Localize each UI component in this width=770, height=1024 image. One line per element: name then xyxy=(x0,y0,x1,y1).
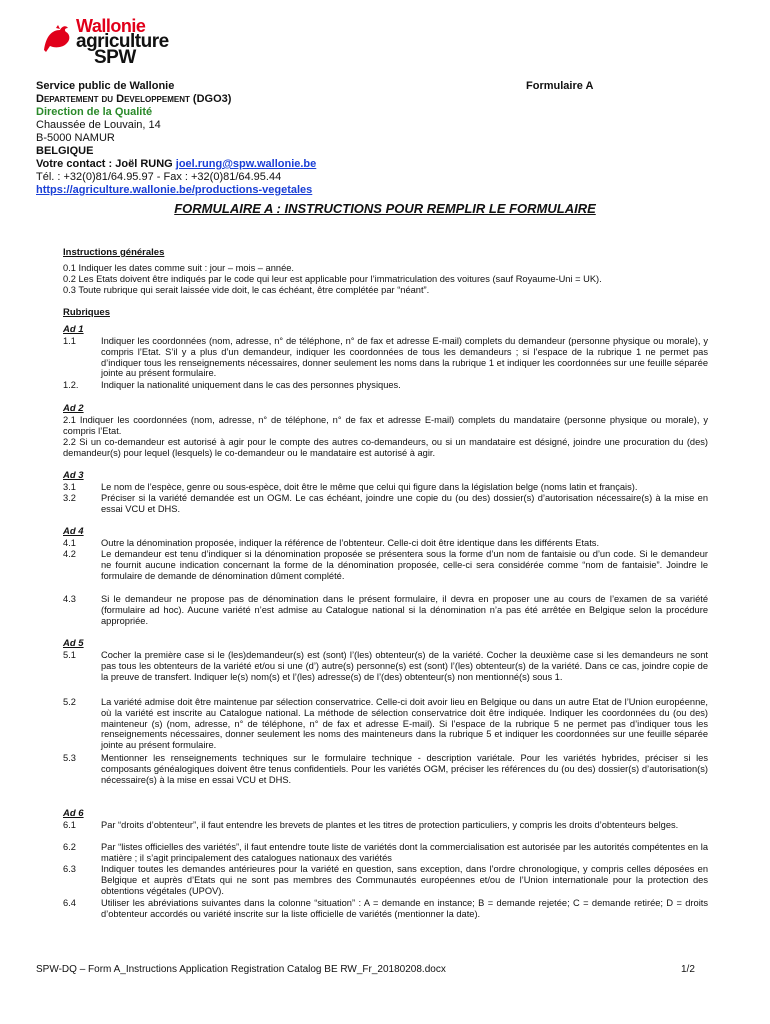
ad4-num-3: 4.3 xyxy=(63,594,76,604)
ad1-num-1: 1.1 xyxy=(63,336,76,346)
logo-line-3: SPW xyxy=(94,47,136,68)
list-item: 0.2 Les Etats doivent être indiqués par le code qui leur est applicable pour l’immatriculation des voitures (sauf Royaume-Uni = UK). xyxy=(63,274,602,284)
contact-label: Votre contact : Joël RUNG xyxy=(36,158,176,170)
wallonie-logo xyxy=(40,18,180,78)
phone-fax: Tél. : +32(0)81/64.95.97 - Fax : +32(0)81/64.95.44 xyxy=(36,171,282,183)
ad6-text-4: Utiliser les abréviations suivantes dans la colonne “situation” : A = demande en instance; B = demande rejetée; C = demande retirée; D = droits d’obtenteur accordés ou variété inscrite sur la liste officielle de variétés (mentionner la date). xyxy=(101,898,708,919)
ad4-text-2: Le demandeur est tenu d’indiquer si la dénomination proposée se présentera sous la forme d’un nom de fantaisie ou d’un code. Si le demandeur ne fournit aucune indication concernant la forme de la dénomination proposée, celle-ci sera considérée comme “nom de fantaisie”. Joindre le formulaire de demande de dénomination dûment complété. xyxy=(101,549,708,581)
list-item: 0.1 Indiquer les dates comme suit : jour – mois – année. xyxy=(63,263,294,273)
ad3-text-2: Préciser si la variété demandée est un OGM. Le cas échéant, joindre une copie du (ou des) dossier(s) d’autorisation nécessaire(s) à la mise en essai VCU et DHS. xyxy=(101,493,708,514)
website-link[interactable]: https://agriculture.wallonie.be/productions-vegetales xyxy=(36,184,313,196)
logo-line-1: Wallonie xyxy=(76,16,146,36)
list-item: 0.3 Toute rubrique qui serait laissée vide doit, le cas échéant, être complétée par “néant”. xyxy=(63,285,430,295)
direction: Direction de la Qualité xyxy=(36,106,153,118)
ad5-num-3: 5.3 xyxy=(63,753,76,763)
logo-line-2: agriculture xyxy=(76,31,169,52)
form-label: Formulaire A xyxy=(526,80,594,92)
ad4-heading: Ad 4 xyxy=(63,526,84,537)
ad6-text-1: Par “droits d’obtenteur”, il faut entendre les brevets de plantes et les titres de protection particuliers, y compris les droits d’obtenteurs belges. xyxy=(101,820,679,830)
ad5-text-2: La variété admise doit être maintenue par sélection conservatrice. Celle-ci doit avoir lieu en Belgique ou dans un autre Etat de l’Union européenne, où la variété est inscrite au Catalogue national. La méthode de sélection conservatrice doit être indiquée. Indiquer les coordonnées du (ou des) mainteneur (s) (nom, adresse, n° de téléphone, n° de fax et adresse E-mail). Si l’espace de la rubrique 5 ne permet pas d’indiquer tous les renseignements nécessaires, donner seulement les noms des mainteneurs dans la rubrique 5 et indiquer les coordonnées sur une feuille séparée jointe au présent formulaire. xyxy=(101,697,708,751)
ad1-heading: Ad 1 xyxy=(63,324,84,335)
contact-email-link[interactable]: joel.rung@spw.wallonie.be xyxy=(175,158,317,170)
ad3-num-1: 3.1 xyxy=(63,482,76,492)
rubriques-heading: Rubriques xyxy=(63,307,110,318)
address-line-1: Chaussée de Louvain, 14 xyxy=(36,119,161,131)
ad3-num-2: 3.2 xyxy=(63,493,76,503)
ad6-num-1: 6.1 xyxy=(63,820,76,830)
ad3-heading: Ad 3 xyxy=(63,470,84,481)
ad6-num-4: 6.4 xyxy=(63,898,76,908)
ad1-num-2: 1.2. xyxy=(63,380,79,390)
page-number: 1/2 xyxy=(681,964,695,975)
ad3-text-1: Le nom de l’espèce, genre ou sous-espèce, doit être le même que celui qui figure dans la législation belge (noms latin et français). xyxy=(101,482,638,492)
ad6-num-3: 6.3 xyxy=(63,864,76,874)
general-heading: Instructions générales xyxy=(63,247,165,258)
ad2-text-1: 2.1 Indiquer les coordonnées (nom, adresse, n° de téléphone, n° de fax et adresse E-mail) complets du mandataire (personne physique ou morale), y compris l’Etat. xyxy=(63,415,708,436)
ad6-num-2: 6.2 xyxy=(63,842,76,852)
ad5-text-1: Cocher la première case si le (les)demandeur(s) est (sont) l’(les) obtenteur(s) de la variété. Cocher la deuxième case si les demandeurs ne sont pas tous les obtenteurs de la variété et/ou si une (d’) autre(s) personne(s) est (sont) l’(les) obtenteur(s) de la variété. Dans ce cas, joindre copie de la preuve de transfert. Indiquer le(s) nom(s) et l’(les) adresse(s) de l’(des) obtenteur(s) non mentionné(s) sous 1. xyxy=(101,650,708,682)
ad6-heading: Ad 6 xyxy=(63,808,84,819)
country: BELGIQUE xyxy=(36,145,94,157)
ad2-heading: Ad 2 xyxy=(63,403,84,414)
ad5-num-1: 5.1 xyxy=(63,650,76,660)
ad4-num-1: 4.1 xyxy=(63,538,76,548)
address-line-2: B-5000 NAMUR xyxy=(36,132,115,144)
ad4-text-3: Si le demandeur ne propose pas de dénomination dans le présent formulaire, il devra en proposer une au cours de l’examen de sa variété (formulaire ad hoc). Aucune variété n’est admise au Catalogue national si la dénomination n’a pas été arrêtée en Belgique selon la procédure appropriée. xyxy=(101,594,708,626)
ad6-text-2: Par “listes officielles des variétés”, il faut entendre toute liste de variétés dont la commercialisation est autorisée par les autorités compétentes en la matière ; il s’agit principalement des catalogues nationaux des variétés xyxy=(101,842,708,863)
ad6-text-3: Indiquer toutes les demandes antérieures pour la variété en question, sans exception, dans l’ordre chronologique, y compris celles déposées en Belgique et auprès d’Etats qui ne sont pas membres des Communautés européennes et/ou de l’Union internationale pour la protection des obtentions végétales (UPOV). xyxy=(101,864,708,896)
ad5-text-3: Mentionner les renseignements techniques sur le formulaire technique - description variétale. Pour les variétés hybrides, préciser si les composants généalogiques doivent être tenus confidentiels. Pour les variétés OGM, préciser les références du (ou des) dossier(s) d’autorisation(s) nécessaire(s) à la mise en essai VCU et DHS. xyxy=(101,753,708,785)
ad1-text-1: Indiquer les coordonnées (nom, adresse, n° de téléphone, n° de fax et adresse E-mail) complets du demandeur (personne physique ou morale), y compris l’Etat. S’il y a plus d’un demandeur, indiquer les coordonnées de tous les demandeurs ; si l’espace de la rubrique 1 ne permet pas d’indiquer tous les renseignements nécessaires, donner seulement les noms dans la rubrique 1 et indiquer les coordonnées sur une feuille séparée jointe au présent formulaire. xyxy=(101,336,708,379)
ad4-text-1: Outre la dénomination proposée, indiquer la référence de l’obtenteur. Celle-ci doit être identique dans les différents Etats. xyxy=(101,538,600,548)
general-list xyxy=(63,263,713,296)
footer-filename: SPW-DQ – Form A_Instructions Application Registration Catalog BE RW_Fr_20180208.docx xyxy=(36,964,446,975)
ad4-num-2: 4.2 xyxy=(63,549,76,559)
header-block xyxy=(36,80,716,197)
page-title: FORMULAIRE A : INSTRUCTIONS POUR REMPLIR LE FORMULAIRE xyxy=(174,201,596,216)
service-name: Service public de Wallonie xyxy=(36,80,175,92)
ad5-num-2: 5.2 xyxy=(63,697,76,707)
rooster-icon xyxy=(40,22,74,56)
ad2-text-2: 2.2 Si un co-demandeur est autorisé à agir pour le compte des autres co-demandeurs, ou si un mandataire est désigné, joindre une procuration du (des) demandeur(s) pour lequel (lesquels) le co-demandeur ou le mandataire est autorisé à agir. xyxy=(63,437,708,458)
ad1-text-2: Indiquer la nationalité uniquement dans le cas des personnes physiques. xyxy=(101,380,401,390)
ad5-heading: Ad 5 xyxy=(63,638,84,649)
department: Departement du Developpement (DGO3) xyxy=(36,93,232,105)
